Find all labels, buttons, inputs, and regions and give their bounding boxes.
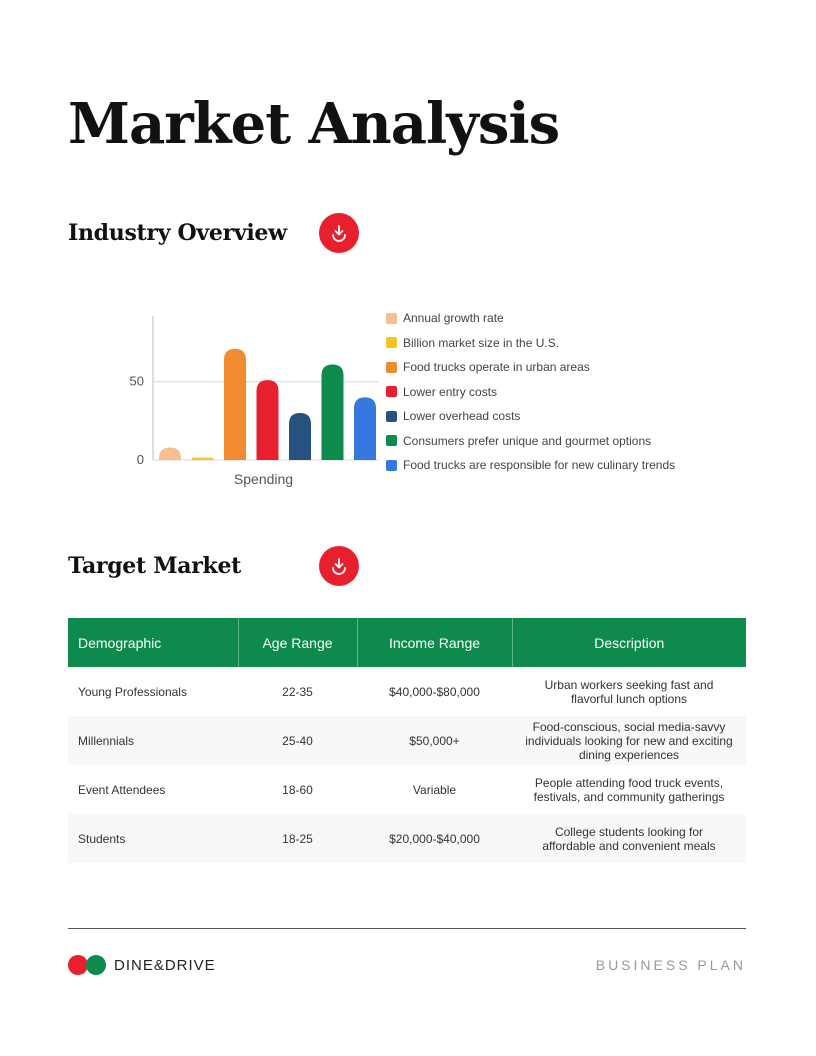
cell-demographic: Young Professionals	[78, 684, 187, 699]
cell-income-range: Variable	[412, 782, 457, 797]
legend-label: Lower entry costs	[403, 384, 498, 399]
legend-swatch	[386, 362, 397, 373]
legend-swatch	[386, 435, 397, 446]
section-title-industry-overview: Industry Overview	[68, 220, 287, 246]
logo-green-dot	[86, 955, 106, 975]
column-header-description: Description	[594, 634, 665, 651]
cell-age-range: 18-60	[282, 782, 313, 797]
legend-label: Annual growth rate	[403, 311, 504, 326]
cell-description: People attending food truck events, festivals, and community gatherings	[533, 775, 725, 804]
download-icon	[329, 223, 349, 243]
column-header-age-range: Age Range	[238, 618, 357, 667]
legend-item	[386, 306, 716, 331]
cell-description: Urban workers seeking fast and flavorful lunch options	[544, 677, 714, 706]
document-type-label: BUSINESS PLAN	[595, 957, 746, 973]
legend-item	[386, 355, 716, 380]
bar-3	[224, 349, 246, 460]
cell-description: College students looking for affordable and convenient meals	[512, 814, 746, 863]
cell-demographic: Event Attendees	[78, 782, 166, 797]
y-tick-label: 0	[136, 452, 144, 467]
cell-age-range: 25-40	[238, 716, 357, 765]
table-row	[68, 814, 746, 863]
cell-demographic: Students	[68, 814, 238, 863]
legend-label: Food trucks are responsible for new culinary trends	[403, 458, 676, 473]
cell-age-range: 22-35	[282, 684, 313, 699]
legend-swatch	[386, 337, 397, 348]
legend-item	[386, 380, 716, 405]
legend-item	[386, 429, 716, 454]
brand-name: DINE&DRIVE	[114, 956, 216, 974]
chart-legend	[386, 306, 716, 478]
legend-label: Consumers prefer unique and gourmet options	[403, 433, 652, 448]
table-row	[68, 667, 746, 716]
legend-label: Lower overhead costs	[403, 409, 521, 424]
bar-5	[289, 413, 311, 460]
cell-income-range: $50,000+	[357, 716, 512, 765]
bar-1	[159, 447, 181, 460]
cell-description: Food-conscious, social media-savvy individuals looking for new and exciting dining experiences	[512, 716, 746, 765]
column-header-income-range: Income Range	[357, 618, 512, 667]
column-header-demographic: Demographic	[68, 618, 238, 667]
target-market-download-button[interactable]	[319, 546, 359, 586]
bar-7	[354, 397, 376, 460]
cell-demographic: Millennials	[68, 716, 238, 765]
bar-4	[257, 380, 279, 460]
bar-6	[322, 365, 344, 460]
legend-swatch	[386, 386, 397, 397]
table-row	[68, 716, 746, 765]
legend-item	[386, 331, 716, 356]
page-title: Market Analysis	[68, 91, 560, 157]
industry-overview-download-button[interactable]	[319, 213, 359, 253]
cell-income-range: $20,000-$40,000	[357, 814, 512, 863]
cell-income-range: $40,000-$80,000	[389, 684, 480, 699]
logo-red-dot	[68, 955, 88, 975]
x-category-label: Spending	[233, 471, 294, 487]
bar-2	[192, 458, 214, 460]
legend-swatch	[386, 460, 397, 471]
legend-swatch	[386, 411, 397, 422]
legend-item	[386, 404, 716, 429]
target-market-table	[68, 618, 746, 863]
industry-chart	[110, 300, 382, 500]
footer-divider	[68, 928, 746, 929]
legend-item	[386, 453, 716, 478]
cell-age-range: 18-25	[238, 814, 357, 863]
table-header-row	[68, 618, 746, 667]
legend-label: Food trucks operate in urban areas	[403, 360, 590, 375]
table-row	[68, 765, 746, 814]
brand-logo	[68, 955, 216, 975]
legend-label: Billion market size in the U.S.	[403, 335, 560, 350]
download-icon	[329, 556, 349, 576]
legend-swatch	[386, 313, 397, 324]
section-title-target-market: Target Market	[68, 553, 242, 579]
y-tick-label: 50	[129, 373, 144, 389]
